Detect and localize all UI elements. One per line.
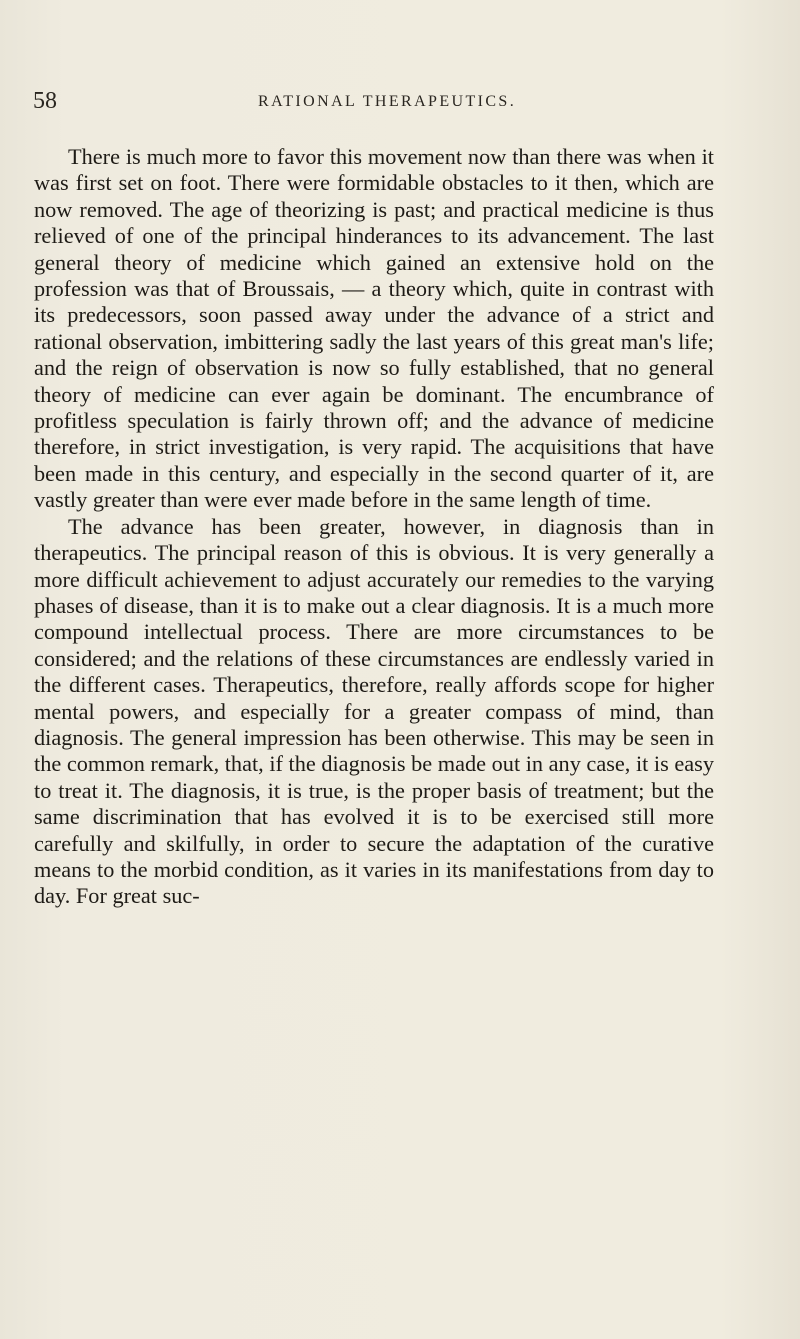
page-header [33, 86, 733, 120]
running-title: RATIONAL THERAPEUTICS. [258, 93, 517, 110]
paragraph-1: There is much more to favor this movement now than there was when it was first set on foot. There were formidable obstacles to it then, which are now removed. The age of theorizing is past; and practical medicine is thus relieved of one of the principal hinderances to its advancement. The last general theory of medicine which gained an extensive hold on the profession was that of Broussais, — a theory which, quite in contrast with its predecessors, soon passed away under the advance of a strict and rational observation, imbittering sadly the last years of this great man's life; and the reign of observation is now so fully established, that no general theory of medicine can ever again be dominant. The encumbrance of profitless speculation is fairly thrown off; and the advance of medicine therefore, in strict investigation, is very rapid. The acquisitions that have been made in this century, and especially in the second quarter of it, are vastly greater than were ever made before in the same length of time. [34, 144, 714, 513]
paragraph-2: The advance has been greater, however, in diagnosis than in therapeutics. The principal reason of this is obvious. It is very generally a more difficult achievement to adjust accurately our remedies to the varying phases of disease, than it is to make out a clear diagnosis. It is a much more compound intellectual process. There are more circumstances to be considered; and the relations of these circumstances are endlessly varied in the different cases. Therapeutics, therefore, really affords scope for higher mental powers, and especially for a greater compass of mind, than diagnosis. The general impression has been otherwise. This may be seen in the common remark, that, if the diagnosis be made out in any case, it is easy to treat it. The diagnosis, it is true, is the proper basis of treatment; but the same discrimination that has evolved it is to be exercised still more carefully and skilfully, in order to secure the adaptation of the curative means to the morbid condition, as it varies in its manifestations from day to day. For great suc- [34, 513, 714, 909]
page-number: 58 [33, 88, 57, 114]
body-text [34, 144, 714, 910]
